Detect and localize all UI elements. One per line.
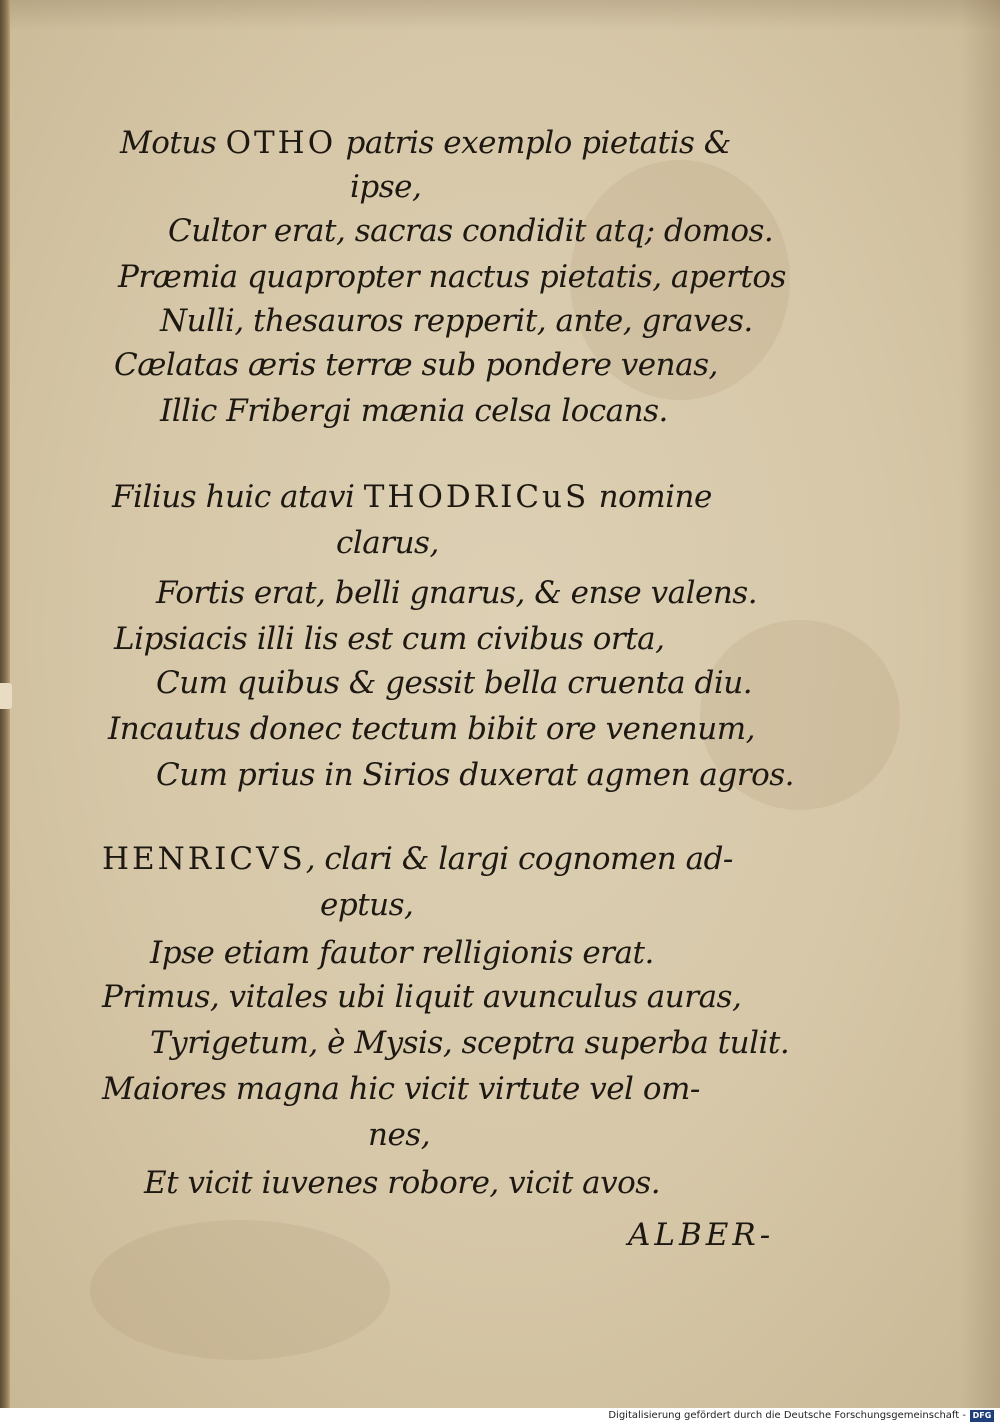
stanza-2-line-2: clarus, (336, 525, 439, 561)
stanza-3-line-3: Ipse etiam fautor relligionis erat. (150, 935, 654, 971)
stanza-2-line-6: Incautus donec tectum bibit ore venenum, (108, 711, 755, 747)
name-otho: OTHO (225, 125, 337, 161)
book-page (10, 0, 1000, 1408)
stanza-3-line-6: Maiores magna hic vicit virtute vel om- (102, 1071, 700, 1107)
stanza-2-line-4: Lipsiacis illi lis est cum civibus orta, (114, 621, 665, 657)
name-henricus: HENRICVS (102, 841, 306, 877)
line-text: , clari & largi cognomen ad- (305, 841, 733, 877)
stanza-3-line-8: Et vicit iuvenes robore, vicit avos. (144, 1165, 661, 1201)
line-text: patris exemplo pietatis & (336, 125, 731, 161)
stanza-3-line-7: nes, (368, 1117, 431, 1153)
stanza-1-line-5: Nulli, thesauros repperit, ante, graves. (160, 303, 753, 339)
poem-text (10, 0, 1000, 1408)
stanza-1-line-7: Illic Fribergi mænia celsa locans. (160, 393, 668, 429)
stanza-3-line-5: Tyrigetum, è Mysis, sceptra superba tulit. (150, 1025, 790, 1061)
stanza-1-line-4: Præmia quapropter nactus pietatis, apertos (118, 259, 786, 295)
digitization-footer (0, 1408, 1000, 1425)
stanza-1-line-6: Cælatas æris terræ sub pondere venas, (114, 347, 718, 383)
line-text: nomine (589, 479, 712, 515)
name-thodricus: THODRICuS (363, 479, 590, 515)
dfg-logo: DFG (970, 1410, 994, 1422)
stanza-1-line-1 (120, 125, 731, 161)
stanza-2-line-1 (112, 479, 712, 515)
line-text: Motus (120, 125, 226, 161)
stanza-1-line-2: ipse, (350, 169, 422, 205)
catchword: ALBER- (628, 1217, 775, 1253)
stanza-2-line-3: Fortis erat, belli gnarus, & ense valens. (156, 575, 758, 611)
line-text: Filius huic atavi (112, 479, 364, 515)
stanza-3-line-4: Primus, vitales ubi liquit avunculus auras, (102, 979, 742, 1015)
stanza-1-line-3: Cultor erat, sacras condidit atq; domos. (168, 213, 774, 249)
stanza-2-line-5: Cum quibus & gessit bella cruenta diu. (156, 665, 753, 701)
footer-credit-text: Digitalisierung gefördert durch die Deutsche Forschungsgemeinschaft - (608, 1410, 966, 1421)
page-tab (0, 683, 12, 709)
stanza-3-line-2: eptus, (320, 887, 414, 923)
stanza-3-line-1 (102, 841, 733, 877)
stanza-2-line-7: Cum prius in Sirios duxerat agmen agros. (156, 757, 794, 793)
